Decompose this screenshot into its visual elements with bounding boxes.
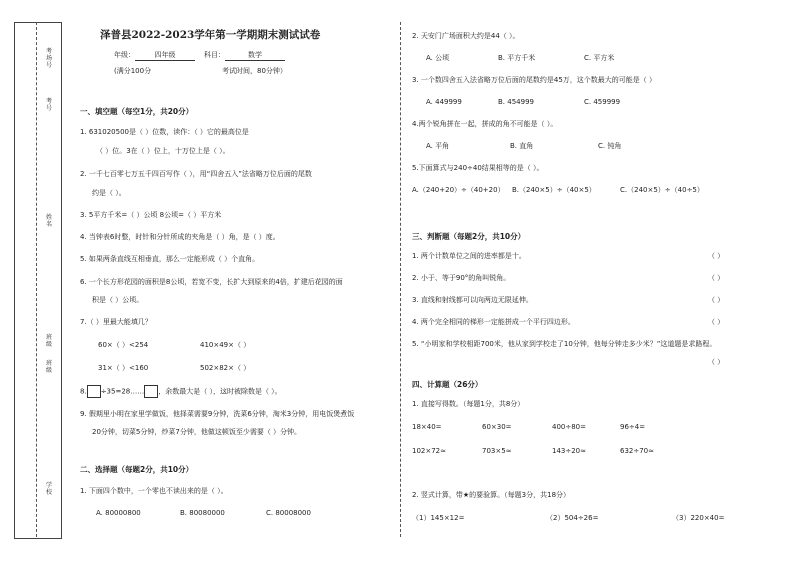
- fill-q8-equation: ÷35=28……: [100, 387, 145, 396]
- section-2-heading: 二、选择题（每题2分，共10分）: [80, 465, 194, 474]
- choice-q5: 5.下面算式与240÷40结果相等的是（ ）。: [412, 164, 544, 172]
- choice-q2-a: A. 公顷: [426, 54, 450, 62]
- sidebar-label-class-2: 班级: [45, 360, 52, 374]
- choice-q5-a: A.（240+20）÷（40+20）: [412, 186, 505, 194]
- choice-q5-c: C.（240×5）÷（40÷5）: [620, 186, 704, 194]
- grade-label: 年级：: [114, 51, 135, 59]
- choice-q4-b: B. 直角: [510, 142, 534, 150]
- section-1-heading: 一、填空题（每空1分，共20分）: [80, 107, 194, 116]
- judge-q2-paren: （ ）: [708, 274, 725, 282]
- fill-q8-text: ，余数最大是（ ），这时被除数是（ ）。: [158, 387, 282, 396]
- choice-q3: 3. 一个数四舍五入法省略万位后面的尾数约是45万，这个数最大的可能是（ ）: [412, 76, 657, 84]
- choice-q2-b: B. 平方千米: [498, 54, 536, 62]
- fill-q1-line2: （ ）位。3在（ ）位上，十万位上是（ ）。: [96, 147, 230, 155]
- judge-q3: 3. 直线和射线都可以向两边无限延伸。: [412, 296, 533, 304]
- fill-q9-line2: 20分钟，切菜5分钟，炒菜7分钟，他做这顿饭至少需要（ ）分钟。: [92, 428, 302, 436]
- choice-q4: 4.两个锐角拼在一起，拼成的角不可能是（ ）。: [412, 120, 558, 128]
- judge-q1-paren: （ ）: [708, 252, 725, 260]
- grade-value: 四年级: [135, 51, 195, 61]
- fill-q7-item3: 31×（ ）<160: [98, 364, 149, 372]
- blank-box-remainder: [144, 385, 158, 398]
- fill-q4: 4. 当钟表6时整，时针和分针所成的夹角是（ ）角，是（ ）度。: [80, 233, 280, 241]
- fill-q7-item2: 410×49×（ ）: [200, 341, 251, 349]
- fill-q2-line2: 约是（ ）。: [92, 189, 126, 197]
- sidebar-label-name: 姓名: [45, 214, 52, 228]
- choice-q2-c: C. 平方米: [584, 54, 615, 62]
- calc-part2-instruction: 2. 竖式计算，带★的要验算。（每题3分，共18分）: [412, 491, 571, 499]
- fill-q8-number: 8.: [80, 387, 87, 396]
- exam-title: 泽普县2022-2023学年第一学期期末测试试卷: [100, 29, 321, 41]
- blank-box-dividend: [87, 385, 101, 398]
- judge-q5: 5. “小明家和学校相距700米，他从家到学校走了10分钟，他每分钟走多少米？”这道题是求路程。: [412, 340, 717, 348]
- sidebar-label-exam-number: 考号: [45, 98, 52, 112]
- fill-q7-item1: 60×（ ）<254: [98, 341, 149, 349]
- choice-q1-b: B. 80080000: [180, 509, 225, 517]
- section-3-heading: 三、判断题（每题2分，共10分）: [412, 232, 526, 241]
- fill-q7: 7.（ ）里最大能填几？: [80, 318, 152, 326]
- calc-part1-instruction: 1. 直接写得数。（每题1分，共8分）: [412, 400, 525, 408]
- sidebar-label-class: 班级: [45, 334, 52, 348]
- choice-q5-b: B.（240×5）÷（40×5）: [512, 186, 596, 194]
- calc-r2-4: 632÷70≈: [620, 447, 654, 455]
- fill-q2-line1: 2. 一千七百零七万五千四百写作（ ），用“四舍五入”法省略万位后面的尾数: [80, 170, 312, 178]
- grade-field: [114, 51, 195, 61]
- fill-q9-line1: 9. 假期里小明在家里学做饭，他择菜需要9分钟，洗菜6分钟，淘米3分钟，用电饭煲煮饭: [80, 410, 355, 418]
- choice-q3-a: A. 449999: [426, 98, 462, 106]
- fill-q5: 5. 如果两条直线互相垂直，那么一定能形成（ ）个直角。: [80, 255, 260, 263]
- judge-q4: 4. 两个完全相同的梯形一定能拼成一个平行四边形。: [412, 318, 575, 326]
- subject-value: 数学: [225, 51, 285, 61]
- fill-q6-line1: 6. 一个长方形花园的面积是8公顷，若宽不变，长扩大到原来的4倍，扩建后花园的面: [80, 278, 343, 286]
- calc-r2-2: 703×5≈: [482, 447, 512, 455]
- calc-r1-1: 18×40=: [412, 423, 442, 431]
- fill-q8: [80, 385, 282, 398]
- choice-q1-c: C. 80008000: [266, 509, 311, 517]
- section-4-heading: 四、计算题（26分）: [412, 380, 483, 389]
- calc-r1-2: 60×30=: [482, 423, 512, 431]
- calc-r2-1: 102×72≈: [412, 447, 446, 455]
- binding-margin-frame: [14, 22, 62, 539]
- calc-r3-3: （3）220×40=: [672, 514, 725, 522]
- calc-r3-1: （1）145×12=: [412, 514, 465, 522]
- choice-q4-c: C. 钝角: [598, 142, 622, 150]
- fill-q1-line1: 1. 631020500是（ ）位数，读作：（ ）它的最高位是: [80, 128, 249, 136]
- choice-q3-b: B. 454999: [498, 98, 534, 106]
- calc-r1-3: 400÷80=: [552, 423, 586, 431]
- choice-q1: 1. 下面四个数中，一个零也不读出来的是（ ）。: [80, 487, 228, 495]
- fill-q7-item4: 502×82×（ ）: [200, 364, 251, 372]
- judge-q4-paren: （ ）: [708, 318, 725, 326]
- judge-q3-paren: （ ）: [708, 296, 725, 304]
- sidebar-label-school: 学校: [45, 482, 52, 496]
- sidebar-label-exam-room: 考场号: [45, 48, 52, 69]
- fill-q3: 3. 5平方千米=（ ）公顷 8公顷=（ ）平方米: [80, 211, 222, 219]
- score-note: (满分100分: [114, 67, 152, 75]
- calc-r2-3: 143÷20≈: [552, 447, 586, 455]
- choice-q2: 2. 天安门广场面积大约是44（ ）。: [412, 32, 520, 40]
- subject-label: 科目：: [204, 51, 225, 59]
- judge-q1: 1. 两个计数单位之间的进率都是十。: [412, 252, 526, 260]
- seal-line: [36, 22, 37, 537]
- calc-r1-4: 96÷4=: [620, 423, 646, 431]
- choice-q4-a: A. 平角: [426, 142, 450, 150]
- choice-q3-c: C. 459999: [584, 98, 621, 106]
- time-note: 考试时间，80分钟）: [222, 67, 287, 75]
- subject-field: [204, 51, 285, 61]
- calc-r3-2: （2）504÷26=: [546, 514, 599, 522]
- judge-q5-paren: （ ）: [708, 358, 725, 366]
- judge-q2: 2. 小于、等于90°的角叫锐角。: [412, 274, 511, 282]
- fill-q6-line2: 积是（ ）公顷。: [92, 296, 144, 304]
- column-divider: [400, 22, 401, 537]
- choice-q1-a: A. 80000800: [96, 509, 141, 517]
